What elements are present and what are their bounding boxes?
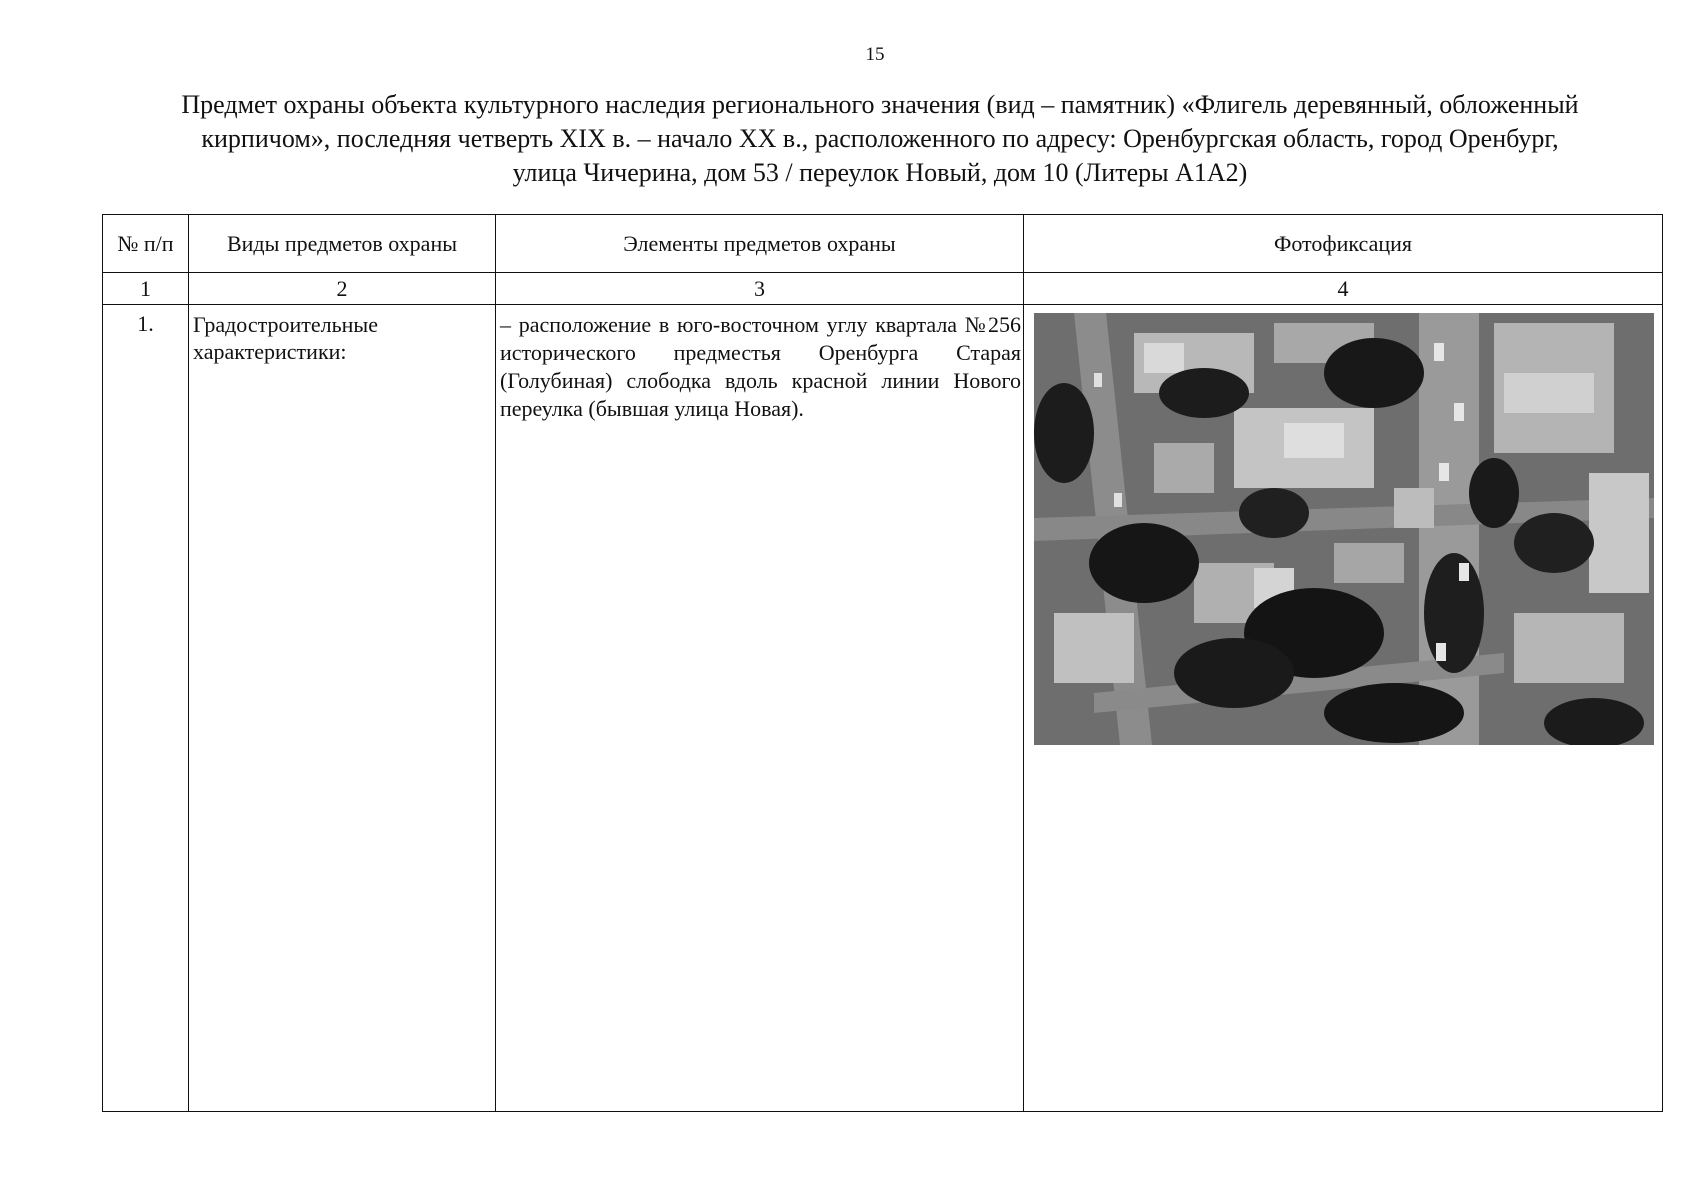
column-number: 2 [189,273,496,305]
header-photo: Фотофиксация [1024,215,1663,273]
table-row [103,305,1663,1112]
protection-elements: – расположение в юго-восточном углу квартала №256 исторического предместья Оренбурга Старая (Голубиная) слободка вдоль красной линии Нового переулка (бывшая улица Новая). [496,305,1024,1112]
column-number-row [103,273,1663,305]
title-line-2: кирпичом», последняя четверть XIX в. – начало XX в., расположенного по адресу: Оренбургская область, город Оренбург, [201,124,1559,153]
aerial-photo [1034,313,1654,745]
page-number: 15 [865,44,885,65]
document-title [100,88,1660,190]
row-number: 1. [103,305,189,1112]
column-number: 1 [103,273,189,305]
title-line-1: Предмет охраны объекта культурного наследия регионального значения (вид – памятник) «Флигель деревянный, обложенный [181,90,1579,119]
protection-table [102,214,1663,1112]
title-line-3: улица Чичерина, дом 53 / переулок Новый, дом 10 (Литеры А1А2) [512,158,1248,187]
header-num: № п/п [103,215,189,273]
header-elements: Элементы предметов охраны [496,215,1024,273]
photo-cell [1024,305,1663,1112]
column-number: 4 [1024,273,1663,305]
protection-kind: Градостроительные характеристики: [189,305,496,1112]
header-kinds: Виды предметов охраны [189,215,496,273]
column-number: 3 [496,273,1024,305]
table-header-row [103,215,1663,273]
